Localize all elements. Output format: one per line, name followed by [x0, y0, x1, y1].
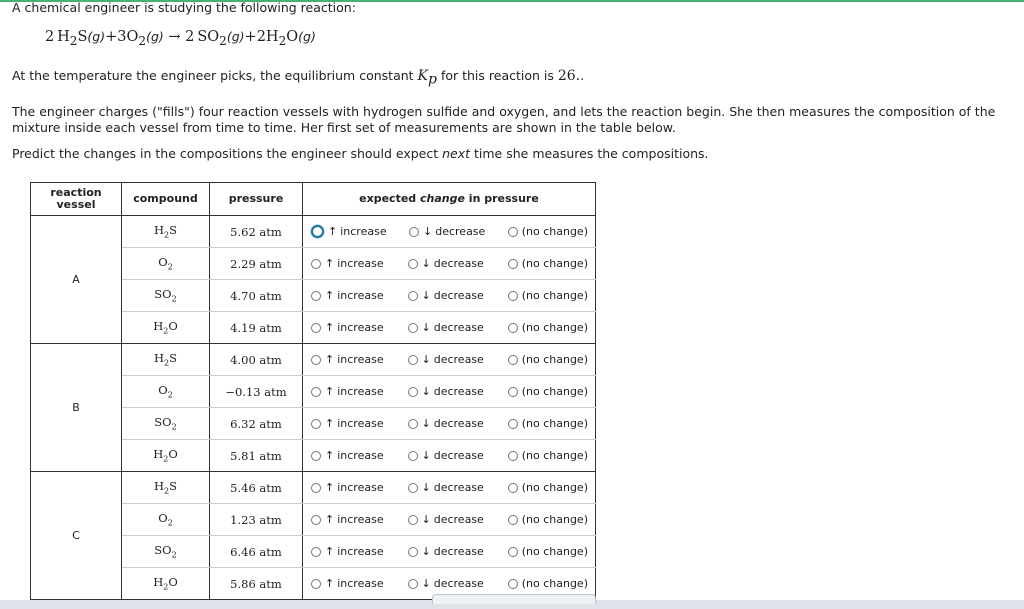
radio-button[interactable]: [311, 451, 321, 461]
arrow-down-icon: ↓: [423, 225, 433, 238]
table-row: [31, 344, 596, 376]
option-label: increase: [337, 513, 384, 526]
option-label: (no change): [521, 225, 588, 238]
option-label: decrease: [433, 289, 484, 302]
arrow-down-icon: ↓: [421, 513, 431, 526]
formula-rest: O: [168, 575, 178, 590]
header-emphasis: change: [420, 192, 465, 205]
reaction-equation: [45, 29, 316, 48]
option-label: (no change): [521, 449, 588, 462]
coefficient: 2: [185, 29, 195, 45]
radio-button[interactable]: [311, 323, 321, 333]
formula-rest: S: [169, 351, 177, 366]
pressure-cell: 6.46 atm: [210, 536, 303, 568]
pressure-cell: 4.70 atm: [210, 280, 303, 312]
formula-symbol: H: [153, 223, 165, 238]
header-line: reaction: [50, 186, 102, 199]
formula-symbol: H: [153, 351, 165, 366]
compound-cell: [122, 216, 210, 248]
change-options-cell: [303, 344, 596, 376]
option-label: (no change): [521, 257, 588, 270]
arrow-down-icon: ↓: [421, 257, 431, 270]
formula-subscript: 2: [278, 33, 287, 48]
option-label: decrease: [433, 545, 484, 558]
radio-button[interactable]: [408, 547, 418, 557]
option-nochange[interactable]: [508, 225, 588, 238]
radio-button[interactable]: [508, 227, 518, 237]
pressure-cell: 5.81 atm: [210, 440, 303, 472]
pressure-cell: 1.23 atm: [210, 504, 303, 536]
formula-symbol: SO: [197, 29, 220, 45]
radio-button[interactable]: [408, 355, 418, 365]
change-options-cell: [303, 280, 596, 312]
arrow-up-icon: ↑: [325, 417, 335, 430]
formula-subscript: 2: [164, 358, 170, 368]
formula-rest: O: [168, 319, 178, 334]
radio-button[interactable]: [311, 547, 321, 557]
formula-subscript: 2: [163, 454, 169, 464]
table-row: [31, 216, 596, 248]
change-options-cell: [303, 536, 596, 568]
pressure-cell: 5.86 atm: [210, 568, 303, 600]
coefficient: 2: [45, 29, 55, 45]
option-label: (no change): [521, 545, 588, 558]
formula-symbol: SO: [154, 287, 172, 302]
option-increase[interactable]: [311, 257, 384, 270]
option-nochange[interactable]: [508, 481, 588, 494]
radio-button[interactable]: [311, 483, 321, 493]
option-label: decrease: [435, 225, 486, 238]
radio-button[interactable]: [311, 291, 321, 301]
arrow-up-icon: ↑: [325, 257, 335, 270]
arrow-up-icon: ↑: [325, 353, 335, 366]
option-increase[interactable]: [311, 513, 384, 526]
radio-button[interactable]: [311, 259, 321, 269]
option-nochange[interactable]: [508, 353, 588, 366]
option-label: (no change): [521, 321, 588, 334]
header-line: vessel: [56, 198, 96, 211]
option-label: increase: [337, 289, 384, 302]
option-increase[interactable]: [311, 321, 384, 334]
formula-symbol: H: [153, 319, 164, 334]
option-label: decrease: [433, 481, 484, 494]
plus-sign: +: [105, 29, 118, 45]
bottom-tab[interactable]: [432, 594, 596, 604]
formula-symbol: H: [265, 29, 279, 45]
compound-cell: [122, 504, 210, 536]
option-label: (no change): [521, 385, 588, 398]
radio-button[interactable]: [508, 291, 518, 301]
formula-symbol: O: [158, 511, 168, 526]
option-decrease[interactable]: [408, 449, 484, 462]
compound-cell: [122, 248, 210, 280]
radio-button[interactable]: [508, 515, 518, 525]
predict-emphasis: next: [442, 146, 471, 161]
arrow-down-icon: ↓: [421, 545, 431, 558]
change-options-cell: [303, 408, 596, 440]
reaction-arrow: →: [168, 29, 181, 45]
arrow-down-icon: ↓: [421, 417, 431, 430]
pressure-cell: −0.13 atm: [210, 376, 303, 408]
radio-button[interactable]: [311, 579, 321, 589]
measurement-table: [30, 182, 596, 600]
formula-rest: S: [169, 479, 177, 494]
option-label: (no change): [521, 481, 588, 494]
formula-subscript: 2: [164, 230, 170, 240]
option-decrease[interactable]: [408, 385, 484, 398]
compound-cell: [122, 440, 210, 472]
option-label: (no change): [521, 353, 588, 366]
formula-symbol: H: [153, 575, 164, 590]
compound-cell: [122, 568, 210, 600]
predict-text-after: time she measures the compositions.: [470, 146, 709, 161]
option-label: (no change): [521, 577, 588, 590]
compound-cell: [122, 312, 210, 344]
equilibrium-constant-text: [12, 68, 584, 88]
change-options-cell: [303, 376, 596, 408]
arrow-down-icon: ↓: [421, 481, 431, 494]
option-label: increase: [337, 321, 384, 334]
option-nochange[interactable]: [508, 417, 588, 430]
radio-button[interactable]: [311, 355, 321, 365]
radio-button[interactable]: [508, 483, 518, 493]
formula-subscript: 2: [163, 326, 169, 336]
compound-cell: [122, 280, 210, 312]
vessel-label: C: [31, 472, 122, 600]
header-text: in pressure: [464, 192, 539, 205]
radio-button[interactable]: [409, 227, 419, 237]
formula-rest: S: [77, 29, 88, 45]
arrow-up-icon: ↑: [325, 449, 335, 462]
arrow-down-icon: ↓: [421, 353, 431, 366]
change-options-cell: [303, 504, 596, 536]
option-decrease[interactable]: [408, 545, 484, 558]
option-label: decrease: [433, 353, 484, 366]
option-increase[interactable]: [311, 481, 384, 494]
radio-button[interactable]: [408, 387, 418, 397]
pressure-cell: 4.00 atm: [210, 344, 303, 376]
radio-button[interactable]: [311, 515, 321, 525]
option-label: decrease: [433, 257, 484, 270]
predict-text-before: Predict the changes in the compositions the engineer should expect: [12, 146, 443, 161]
formula-rest: O: [286, 29, 299, 45]
state-label: (g): [226, 29, 245, 44]
radio-button[interactable]: [508, 323, 518, 333]
plus-sign: +: [244, 29, 257, 45]
formula-subscript: 2: [171, 550, 177, 560]
radio-button[interactable]: [311, 387, 321, 397]
option-label: decrease: [433, 385, 484, 398]
pressure-cell: 2.29 atm: [210, 248, 303, 280]
arrow-down-icon: ↓: [421, 449, 431, 462]
arrow-up-icon: ↑: [325, 385, 335, 398]
vessel-label: B: [31, 344, 122, 472]
option-label: decrease: [433, 577, 484, 590]
header-compound: compound: [122, 183, 210, 216]
formula-subscript: 2: [163, 582, 169, 592]
option-label: increase: [337, 545, 384, 558]
option-label: increase: [337, 481, 384, 494]
radio-button[interactable]: [508, 451, 518, 461]
formula-subscript: 2: [167, 518, 173, 528]
option-nochange[interactable]: [508, 513, 588, 526]
header-text: expected: [359, 192, 421, 205]
coefficient: 2: [256, 29, 266, 45]
option-decrease[interactable]: [408, 417, 484, 430]
option-label: increase: [337, 257, 384, 270]
radio-button[interactable]: [408, 259, 418, 269]
formula-subscript: 2: [138, 33, 147, 48]
formula-symbol: O: [126, 29, 139, 45]
option-increase[interactable]: [311, 225, 387, 238]
arrow-down-icon: ↓: [421, 321, 431, 334]
option-decrease[interactable]: [409, 225, 485, 238]
option-decrease[interactable]: [408, 257, 484, 270]
prediction-instruction: [12, 146, 709, 161]
pressure-cell: 5.46 atm: [210, 472, 303, 504]
compound-cell: [122, 536, 210, 568]
radio-button[interactable]: [311, 419, 321, 429]
header-reaction-vessel: [31, 183, 122, 216]
option-label: decrease: [433, 417, 484, 430]
change-options-cell: [303, 216, 596, 248]
formula-subscript: 2: [219, 33, 227, 48]
formula-subscript: 2: [164, 486, 170, 496]
option-increase[interactable]: [311, 545, 384, 558]
intro-text: A chemical engineer is studying the following reaction:: [12, 0, 356, 15]
arrow-down-icon: ↓: [421, 289, 431, 302]
radio-button[interactable]: [408, 483, 418, 493]
arrow-down-icon: ↓: [421, 577, 431, 590]
formula-symbol: H: [153, 447, 164, 462]
option-nochange[interactable]: [508, 257, 588, 270]
option-label: increase: [340, 225, 387, 238]
formula-symbol: H: [153, 479, 165, 494]
option-label: increase: [337, 353, 384, 366]
pressure-cell: 4.19 atm: [210, 312, 303, 344]
option-label: decrease: [433, 321, 484, 334]
radio-button[interactable]: [508, 419, 518, 429]
state-label: (g): [87, 29, 106, 44]
option-decrease[interactable]: [408, 321, 484, 334]
option-label: (no change): [521, 289, 588, 302]
kp-subscript: p: [428, 71, 437, 88]
header-expected-change: [303, 183, 596, 216]
option-nochange[interactable]: [508, 449, 588, 462]
arrow-up-icon: ↑: [325, 545, 335, 558]
formula-symbol: H: [57, 29, 70, 45]
radio-button[interactable]: [311, 225, 324, 238]
radio-button[interactable]: [408, 515, 418, 525]
formula-subscript: 2: [69, 33, 78, 48]
option-label: increase: [337, 449, 384, 462]
change-options-cell: [303, 440, 596, 472]
vessel-label: A: [31, 216, 122, 344]
kp-text-before: At the temperature the engineer picks, the equilibrium constant: [12, 68, 418, 83]
kp-value: 26.: [557, 68, 581, 84]
option-increase[interactable]: [311, 417, 384, 430]
arrow-up-icon: ↑: [328, 225, 338, 238]
kp-text-middle: for this reaction is: [436, 68, 558, 83]
option-label: (no change): [521, 417, 588, 430]
option-label: increase: [337, 417, 384, 430]
formula-symbol: O: [158, 383, 168, 398]
coefficient: 3: [117, 29, 127, 45]
problem-description: The engineer charges ("fills") four reaction vessels with hydrogen sulfide and oxygen, and lets the reaction begin. She then measures the composition of the mixture inside each vessel from time to time. Her first set of measurements are shown in the table below.: [12, 104, 996, 135]
radio-button[interactable]: [408, 419, 418, 429]
option-label: increase: [337, 385, 384, 398]
arrow-up-icon: ↑: [325, 321, 335, 334]
option-decrease[interactable]: [408, 513, 484, 526]
pressure-cell: 5.62 atm: [210, 216, 303, 248]
option-increase[interactable]: [311, 353, 384, 366]
radio-button[interactable]: [508, 387, 518, 397]
option-label: decrease: [433, 449, 484, 462]
option-nochange[interactable]: [508, 321, 588, 334]
option-decrease[interactable]: [408, 577, 484, 590]
option-decrease[interactable]: [408, 481, 484, 494]
radio-button[interactable]: [508, 259, 518, 269]
change-options-cell: [303, 248, 596, 280]
option-increase[interactable]: [311, 577, 384, 590]
option-nochange[interactable]: [508, 577, 588, 590]
state-label: (g): [146, 29, 164, 44]
compound-cell: [122, 472, 210, 504]
kp-symbol: K: [417, 68, 428, 84]
formula-symbol: SO: [154, 415, 172, 430]
formula-subscript: 2: [167, 390, 173, 400]
arrow-up-icon: ↑: [325, 513, 335, 526]
pressure-cell: 6.32 atm: [210, 408, 303, 440]
compound-cell: [122, 376, 210, 408]
arrow-up-icon: ↑: [325, 481, 335, 494]
option-label: (no change): [521, 513, 588, 526]
header-pressure: pressure: [210, 183, 303, 216]
arrow-up-icon: ↑: [325, 577, 335, 590]
table-row: [31, 472, 596, 504]
arrow-down-icon: ↓: [421, 385, 431, 398]
formula-symbol: O: [158, 255, 168, 270]
option-nochange[interactable]: [508, 545, 588, 558]
formula-symbol: SO: [154, 543, 172, 558]
arrow-up-icon: ↑: [325, 289, 335, 302]
radio-button[interactable]: [508, 547, 518, 557]
option-decrease[interactable]: [408, 353, 484, 366]
radio-button[interactable]: [508, 355, 518, 365]
radio-button[interactable]: [408, 291, 418, 301]
radio-button[interactable]: [508, 579, 518, 589]
formula-subscript: 2: [167, 262, 173, 272]
formula-rest: S: [169, 223, 177, 238]
formula-subscript: 2: [171, 422, 177, 432]
radio-button[interactable]: [408, 323, 418, 333]
option-increase[interactable]: [311, 289, 384, 302]
option-decrease[interactable]: [408, 289, 484, 302]
option-label: increase: [337, 577, 384, 590]
change-options-cell: [303, 472, 596, 504]
radio-button[interactable]: [408, 579, 418, 589]
option-increase[interactable]: [311, 449, 384, 462]
formula-subscript: 2: [171, 294, 177, 304]
change-options-cell: [303, 312, 596, 344]
option-label: decrease: [433, 513, 484, 526]
option-nochange[interactable]: [508, 385, 588, 398]
option-increase[interactable]: [311, 385, 384, 398]
compound-cell: [122, 408, 210, 440]
kp-text-after: .: [580, 68, 585, 83]
state-label: (g): [298, 29, 316, 44]
option-nochange[interactable]: [508, 289, 588, 302]
compound-cell: [122, 344, 210, 376]
radio-button[interactable]: [408, 451, 418, 461]
formula-rest: O: [168, 447, 178, 462]
